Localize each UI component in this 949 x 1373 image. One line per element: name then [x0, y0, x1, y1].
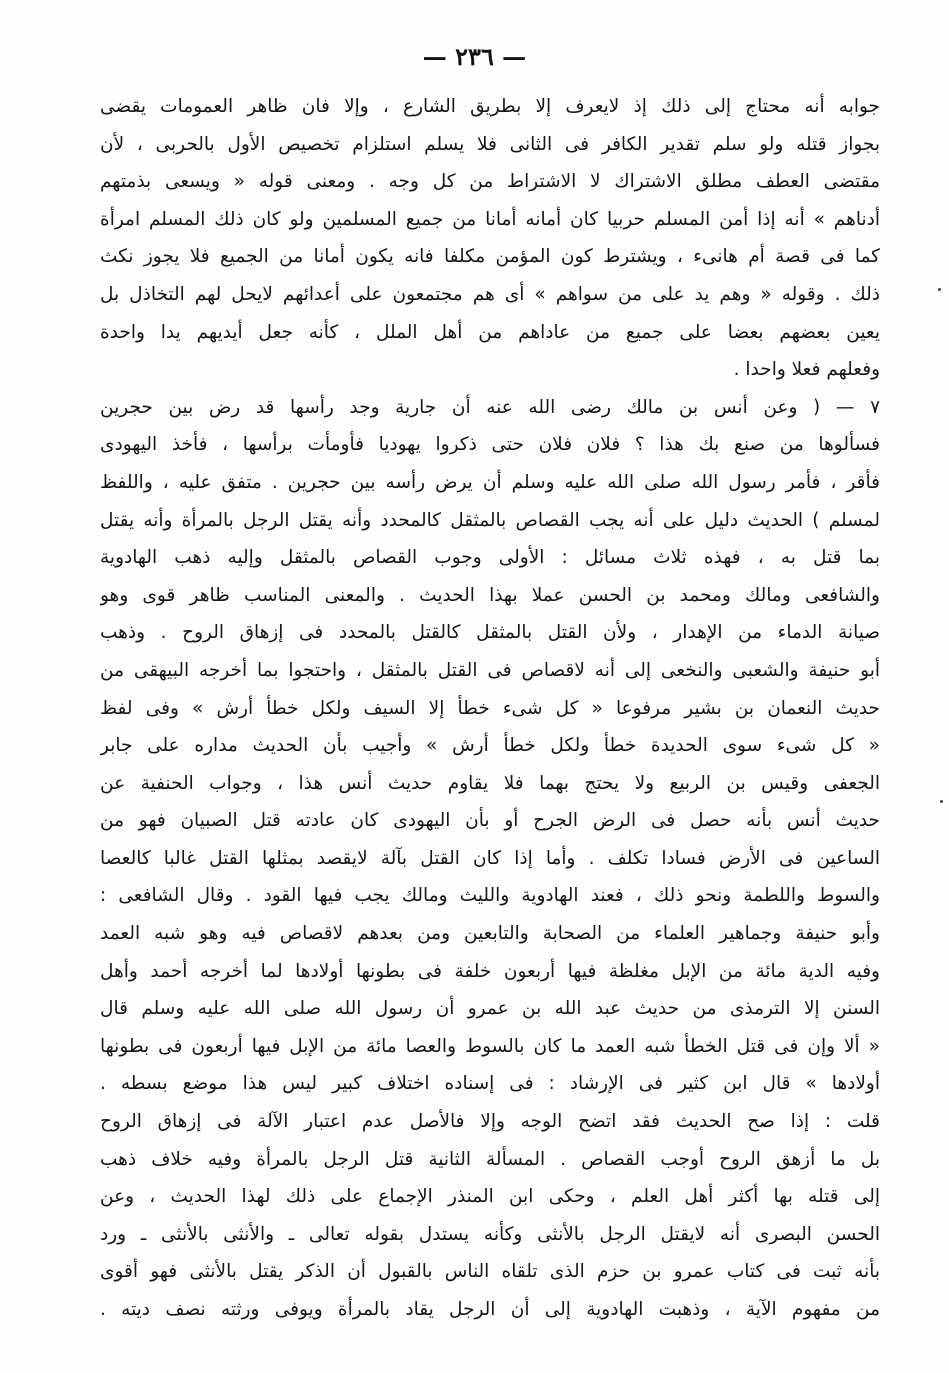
text-line: صيانة الدماء من الإهدار ، ولأن القتل بالمثقل كالقتل بالمحدد فى إزهاق الروح . وذهب: [100, 622, 880, 644]
page-number: — ٢٣٦ —: [422, 42, 527, 71]
text-line: مقتضى العطف مطلق الاشتراك لا الاشتراط من كل وجه . ومعنى قوله « ويسعى بذمتهم: [100, 171, 880, 193]
text-line: أولادها » قال ابن كثير فى الإرشاد : فى إسناده اختلاف كبير ليس هذا موضع بسطه .: [100, 1073, 880, 1095]
scan-speck: [940, 800, 943, 803]
text-line: كما فى قصة أم هانىء ، ويشترط كون المؤمن مكلفا فانه يكون أمانا من الجميع فلا يجوز نكث: [100, 246, 880, 268]
text-line: « كل شىء سوى الحديدة خطأ ولكل خطأ أرش » وأجيب بأن الحديث مداره على جابر: [100, 735, 880, 757]
scan-speck: [938, 288, 941, 291]
text-line: ذلك . وقوله « وهم يد على من سواهم » أى هم مجتمعون على أعدائهم لايحل لهم التخاذل بل: [100, 283, 880, 305]
body-text: [100, 88, 880, 1329]
text-line: حديث أنس بأنه حصل فى الرض الجرح أو بأن اليهودى كان عادته قتل الصبيان فهو من: [100, 810, 880, 832]
text-line: وفعلهم فعلا واحدا .: [733, 359, 880, 381]
text-line: الساعين فى الأرض فسادا تكلف . وأما إذا كان القتل بآلة لايقصد بمثلها القتل غالبا كالعصا: [100, 847, 880, 869]
text-line: قلت : إذا صح الحديث فقد اتضح الوجه وإلا فالأصل عدم اعتبار الآلة فى إزهاق الروح: [100, 1111, 880, 1133]
text-line: فأقر ، فأمر رسول الله صلى الله عليه وسلم أن يرض رأسه بين حجرين . متفق عليه ، واللفظ: [100, 471, 880, 493]
text-line: وفيه الدية مائة من الإبل مغلظة فيها أربعون خلفة فى بطونها أولادها لما أخرجه أحمد وأهل: [100, 960, 880, 982]
text-line: بجواز قتله ولو سلم تقدير الكافر فى الثانى فلا يسلم استلزام تخصيص الأول بالحربى ، لأن: [100, 133, 880, 155]
text-line: أدناهم » أنه إذا أمن المسلم حربيا كان أمانه أمانا من جميع المسلمين ولو كان ذلك المسلم امرأة: [100, 208, 880, 230]
text-line: جوابه أنه محتاج إلى ذلك إذ لايعرف إلا بطريق الشارع ، وإلا فان ظاهر العمومات يقضى: [100, 96, 880, 117]
text-line: وأبو حنيفة وجماهير العلماء من الصحابة والتابعين ومن بعدهم لاقصاص فيه وهو شبه العمد: [100, 923, 880, 945]
text-line: السنن إلا الترمذى من حديث عبد الله بن عمرو أن رسول الله صلى الله عليه وسلم قال: [100, 998, 880, 1020]
text-line: فسألوها من صنع بك هذا ؟ فلان فلان حتى ذكروا يهوديا فأومأت برأسها ، فأخذ اليهودى: [100, 434, 880, 456]
text-line: يعين بعضهم بعضا على جميع من عاداهم من أهل الملل ، كأنه جعل أيديهم يدا واحدة: [100, 321, 880, 343]
text-line: لمسلم ) الحديث دليل على أنه يجب القصاص بالمثقل كالمحدد وأنه يقتل الرجل بالمرأة وأنه يقتل: [100, 509, 880, 531]
text-line: الجعفى وقيس بن الربيع ولا يحتج بهما فلا يقاوم حديث أنس هذا ، وجواب الحنفية عن: [100, 772, 880, 794]
text-line: والسوط واللطمة ونحو ذلك ، فعند الهادوية والليث ومالك يجب فيها القود . وقال الشافعى :: [100, 885, 880, 907]
text-line: « ألا وإن فى قتل الخطأ شبه العمد ما كان بالسوط والعصا مائة من الإبل فيها أربعون فى بطونها: [100, 1035, 880, 1057]
text-line: بل ما أزهق الروح أوجب القصاص . المسألة الثانية قتل الرجل بالمرأة وفيه خلاف ذهب: [100, 1148, 880, 1170]
text-line: الحسن البصرى أنه لايقتل الرجل بالأنثى وكأنه يستدل بقوله تعالى ـ والأنثى بالأنثى ـ ورد: [100, 1223, 880, 1245]
text-line: أبو حنيفة والشعبى والنخعى إلى أنه لاقصاص فى القتل بالمثقل ، واحتجوا بما أخرجه البيهقى من: [100, 659, 880, 681]
hadith-line: ٧ — ( وعن أنس بن مالك رضى الله عنه أن جارية وجد رأسها قد رض بين حجرين: [100, 396, 880, 418]
text-line: بأنه ثبت فى كتاب عمرو بن حزم الذى تلقاه الناس بالقبول أن الذكر يقتل بالأنثى فهو أقوى: [100, 1261, 880, 1283]
text-line: والشافعى ومالك ومحمد بن الحسن عملا بهذا الحديث . والمعنى المناسب ظاهر قوى وهو: [100, 584, 880, 606]
text-line: بما قتل به ، فهذه ثلاث مسائل : الأولى وجوب القصاص بالمثقل وإليه ذهب الهادوية: [100, 547, 880, 569]
text-line: من مفهوم الآية ، وذهبت الهادوية إلى أن الرجل يقاد بالمرأة ويوفى ورثته نصف ديته .: [100, 1299, 880, 1320]
text-line: حديث النعمان بن بشير مرفوعا « كل شىء خطأ إلا السيف ولكل خطأ أرش » وفى لفظ: [100, 697, 880, 719]
text-line: إلى قتله بها أكثر أهل العلم ، وحكى ابن المنذر الإجماع على ذلك لهذا الحديث ، وعن: [100, 1186, 880, 1208]
